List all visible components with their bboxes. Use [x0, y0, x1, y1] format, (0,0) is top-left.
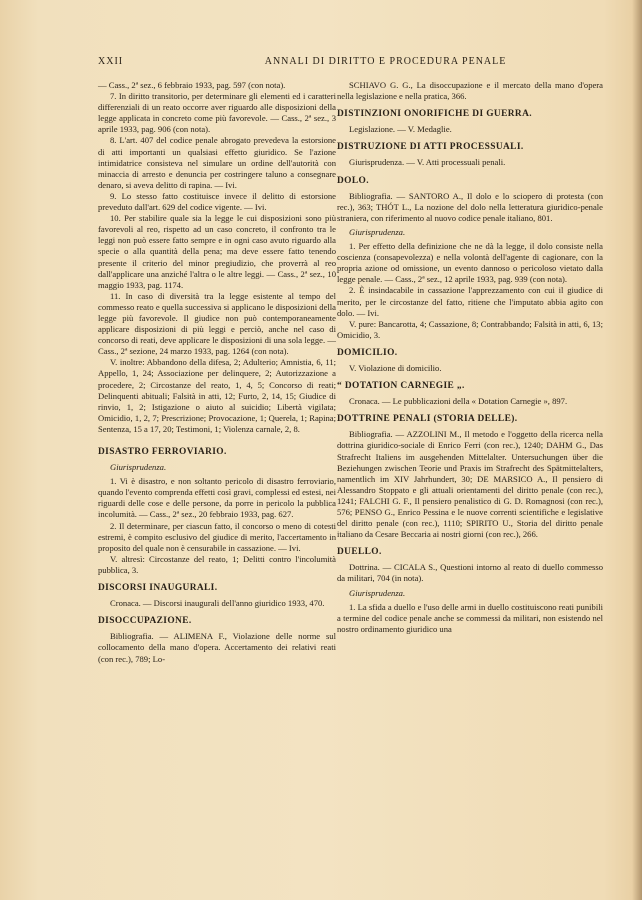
- cross-reference: V. inoltre: Abbandono della difesa, 2; Adulterio; Amnistia, 6, 11; Appello, 1, 24; Associazione per delinquere, 2; Autorizzazione a procedere, 2; Circostanze del reato, 1, 4, 5; Concorso di reati; Delinquenti abituali; Falsità in atti, 12; Furto, 2, 14, 15; Giudice di rinvio, 1, 2; Istigazione o aiuto al suicidio; Libertà vigilata; Omicidio, 1, 2, 7; Prescrizione; Provocazione, 1; Querela, 1; Rapina; Sentenza, 15 a 17, 20; Testimoni, 1; Violenza carnale, 2, 8.: [98, 357, 336, 434]
- section-heading: DOLO.: [337, 175, 369, 186]
- paragraph: 1. La sfida a duello e l'uso delle armi in duello costituiscono reati punibili a termine del codice penale anche se commessi da militari, non esistendo nel nostro ordinamento giuridico una: [337, 601, 603, 634]
- section-heading: DISOCCUPAZIONE.: [98, 616, 192, 627]
- paragraph: Dottrina. — CICALA S., Questioni intorno al reato di duello commesso da militari, 704 (in nota).: [337, 562, 603, 584]
- paragraph: SCHIAVO G. G., La disoccupazione e il mercato della mano d'opera nella legislazione e nella pratica, 366.: [337, 80, 603, 102]
- subheading: Giurisprudenza.: [110, 462, 167, 473]
- paragraph: Bibliografia. — ALIMENA F., Violazione delle norme sul collocamento della mano d'opera. Accertamento dei relativi reati (con rec.), 789; Lo-: [98, 631, 336, 664]
- paragraph: V. Violazione di domicilio.: [349, 362, 442, 373]
- paragraph: Cronaca. — Discorsi inaugurali dell'anno giuridico 1933, 470.: [110, 598, 325, 609]
- subheading: Giurisprudenza.: [349, 226, 406, 237]
- paragraph: 10. Per stabilire quale sia la legge le cui disposizioni sono più favorevoli al reo, rispetto ad un caso concreto, il confronto tra le leggi non può essere fatto sempre e in ogni caso avuto riguardo alla specie o alla quantità della pena; ma deve essere fatto tenendo presente il criterio del minor pregiudizio, che proverrà al reo dall'applicare una anziché l'altra o le altre leggi. — Cass., 2ª sez., 10 maggio 1933, pag. 1174.: [98, 213, 336, 290]
- paragraph: Giurisprudenza. — V. Atti processuali penali.: [349, 157, 506, 168]
- section-heading: DOMICILIO.: [337, 347, 398, 358]
- section-heading: DISTINZIONI ONORIFICHE DI GUERRA.: [337, 109, 533, 120]
- paragraph: 2. È insindacabile in cassazione l'apprezzamento con cui il giudice di merito, per le circostanze del fatto, ritiene che l'imputato abbia agito con dolo. — Ivi.: [337, 285, 603, 318]
- paragraph: 1. Per effetto della definizione che ne dà la legge, il dolo consiste nella coscienza (consapevolezza) e nella volontà dell'agente di cagionare, con la propria azione od omissione, un evento dannoso o pericoloso vietato dalla legge penale. — Cass., 2ª sez., 12 aprile 1933, pag. 939 (con nota).: [337, 241, 603, 285]
- page-edge-shadow: [632, 0, 642, 900]
- left-column: [98, 80, 336, 665]
- paragraph: — Cass., 2ª sez., 6 febbraio 1933, pag. 597 (con nota).: [98, 80, 286, 90]
- cross-reference: V. pure: Bancarotta, 4; Cassazione, 8; Contrabbando; Falsità in atti, 6, 13; Omicidio, 3.: [337, 318, 603, 340]
- section-heading: DISTRUZIONE DI ATTI PROCESSUALI.: [337, 142, 524, 153]
- paragraph: Bibliografia. — SANTORO A., Il dolo e lo sciopero di protesta (con rec.), 363; THÓT L., La nozione del dolo nella letteratura giuridico-penale straniera, con riferimento al nuovo codice penale italiano, 801.: [337, 190, 603, 223]
- cross-reference: V. altresì: Circostanze del reato, 1; Delitti contro l'incolumità pubblica, 3.: [98, 553, 336, 575]
- paragraph: 1. Vi è disastro, e non soltanto pericolo di disastro ferroviario, quando l'evento comprenda effetti così gravi, complessi ed estesi, nei riguardi delle cose e delle persone, da porre in pericolo la pubblica incolumità. — Cass., 2ª sez., 20 febbraio 1933, pag. 627.: [98, 476, 336, 520]
- paragraph: 8. L'art. 407 del codice penale abrogato prevedeva la estorsione di atti importanti un qualsiasi effetto giuridico. Se l'azione intimidatrice consisteva nel simulare un ordine dell'autorità con minaccia di arresto e denuncia per costringere taluno a consegnare denaro, si aveva delitto di rapina. — Ivi.: [98, 135, 336, 190]
- paragraph: Cronaca. — Le pubblicazioni della « Dotation Carnegie », 897.: [349, 396, 568, 407]
- right-column: [337, 80, 603, 635]
- section-heading: DISASTRO FERROVIARIO.: [98, 447, 227, 457]
- section-heading: “ DOTATION CARNEGIE „.: [337, 381, 465, 392]
- subheading: Giurisprudenza.: [349, 587, 406, 598]
- running-header: [98, 56, 608, 67]
- paragraph: 2. Il determinare, per ciascun fatto, il concorso o meno di cotesti estremi, è compito esclusivo del giudice di merito, l'accertamento in proposito del quale non è censurabile in cassazione. — Ivi.: [98, 520, 336, 553]
- paragraph: 7. In diritto transitorio, per determinare gli elementi ed i caratteri differenziali di un reato occorre aver riguardo alle disposizioni della legge applicata in concreto come più favorevole. — Cass., 2ª sez., 3 aprile 1933, pag. 906 (con nota).: [98, 91, 336, 135]
- section-heading: DUELLO.: [337, 547, 382, 558]
- running-title: ANNALI DI DIRITTO E PROCEDURA PENALE: [264, 56, 507, 67]
- section-heading: DOTTRINE PENALI (STORIA DELLE).: [337, 414, 518, 425]
- page-number: XXII: [98, 56, 124, 67]
- section-heading: DISCORSI INAUGURALI.: [98, 583, 218, 594]
- paragraph: 9. Lo stesso fatto costituisce invece il delitto di estorsione preveduto dall'art. 629 del codice vigente. — Ivi.: [98, 190, 336, 213]
- paragraph: Bibliografia. — AZZOLINI M., Il metodo e l'oggetto della ricerca nella dottrina giuridico-sociale di Enrico Ferri (con rec.), 1240; DAHM G., Das Strafrecht Italiens im ausgehenden Mittelalter. Untersuchungen über die Beziehungen zwischen Teorie und Praxis im Strafrecht des Spätmittelalters, namentlich im XIV Jahrhundert, 30; DE MARSICO A., Il pensiero di Alessandro Stoppato e gli attuali orientamenti del diritto penale (con rec.), 1241; FALCHI G. F., Il pensiero penalistico di G. D. Romagnosi (con rec.), 576; PENSO G., Enrico Pessina e le nuove correnti scientifiche e legislative del diritto penale (con rec.), 1110; SPIRITO U., Storia del diritto penale italiano da Cesare Beccaria ai nostri giorni (con rec.), 266.: [337, 429, 603, 540]
- paragraph: 11. In caso di diversità tra la legge esistente al tempo del commesso reato e quella successiva si applicano le disposizioni della legge più favorevole. Il giudice non può contemporaneamente applicare disposizioni di più leggi e perciò, anche nel caso di concorso di reati, deve applicare le disposizioni di una sola legge. — Cass., 2ª sezione, 24 marzo 1933, pag. 1264 (con nota).: [98, 290, 336, 357]
- paragraph: Legislazione. — V. Medaglie.: [349, 124, 452, 135]
